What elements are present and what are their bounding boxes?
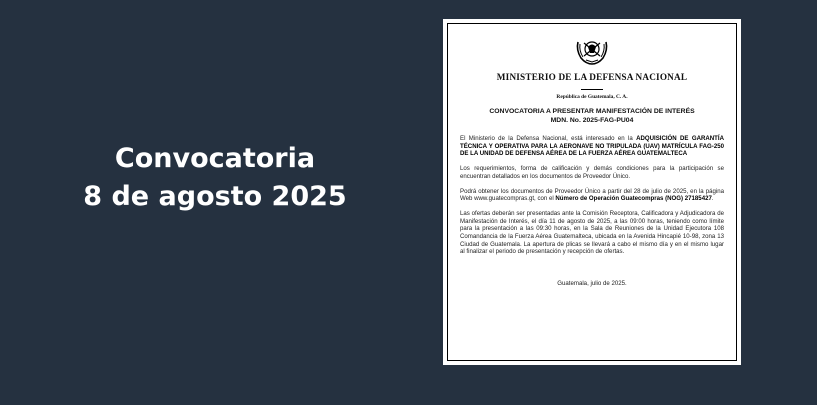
notice-frame [447,23,737,361]
nog-number: Número de Operación Guatecompras (NOG) 27185427 [555,195,712,203]
acquisition-subject: ADQUISICIÓN DE GARANTÍA TÉCNICA Y OPERATIVA PARA LA AERONAVE NO TRIPULADA (UAV) MATRÍCULA FAG-250 DE LA UNIDAD DE DEFENSA AÉREA DE LA FUERZA AÉREA GUATEMALTECA [460,135,725,158]
paragraph-documents-end: . [711,195,714,203]
notice-reference: MDN. No. 2025-FAG-PU04 [550,117,634,124]
paragraph-intro [460,135,724,158]
notice-document [443,19,741,365]
headline-date: 8 de agosto 2025 [83,181,347,212]
headline [60,140,370,216]
ministry-name: MINISTERIO DE LA DEFENSA NACIONAL [496,72,688,82]
guatemala-coat-of-arms-icon [575,34,609,66]
divider [581,89,603,90]
paragraph-offers: Las ofertas deberán ser presentadas ante la Comisión Receptora, Calificadora y Adjudicadora de Manifestación de Interés, el día 11 de agosto de 2025, a las 09:00 horas, teniendo como límite para la presentación a las 09:30 horas, en la Sala de Reuniones de la Unidad Ejecutora 108 Comandancia de la Fuerza Aérea Guatemalteca, ubicada en la Avenida Hincapié 10-98, zona 13 Ciudad de Guatemala. La apertura de plicas se llevará a cabo el mismo día y en el mismo lugar al finalizar el periodo de presentación y recepción de ofertas. [460,209,724,256]
headline-title: Convocatoria [114,143,316,174]
paragraph-documents-text: Podrá obtener los documentos de Proveedor Único a partir del 28 de julio de 2025, en la página Web www.guatecompras.gt, con el [460,187,724,203]
place-date: Guatemala, julio de 2025. [557,280,627,288]
paragraph-documents [460,188,724,203]
paragraph-intro-text: El Ministerio de la Defensa Nacional, está interesado en la [460,135,637,142]
notice-title: CONVOCATORIA A PRESENTAR MANIFESTACIÓN DE INTERÉS [489,108,695,115]
paragraph-requirements: Los requerimientos, forma de calificación y demás condiciones para la participación se encuentran detallados en los documentos de Proveedor Único. [460,165,724,180]
republic-line: República de Guatemala, C. A. [556,94,628,100]
